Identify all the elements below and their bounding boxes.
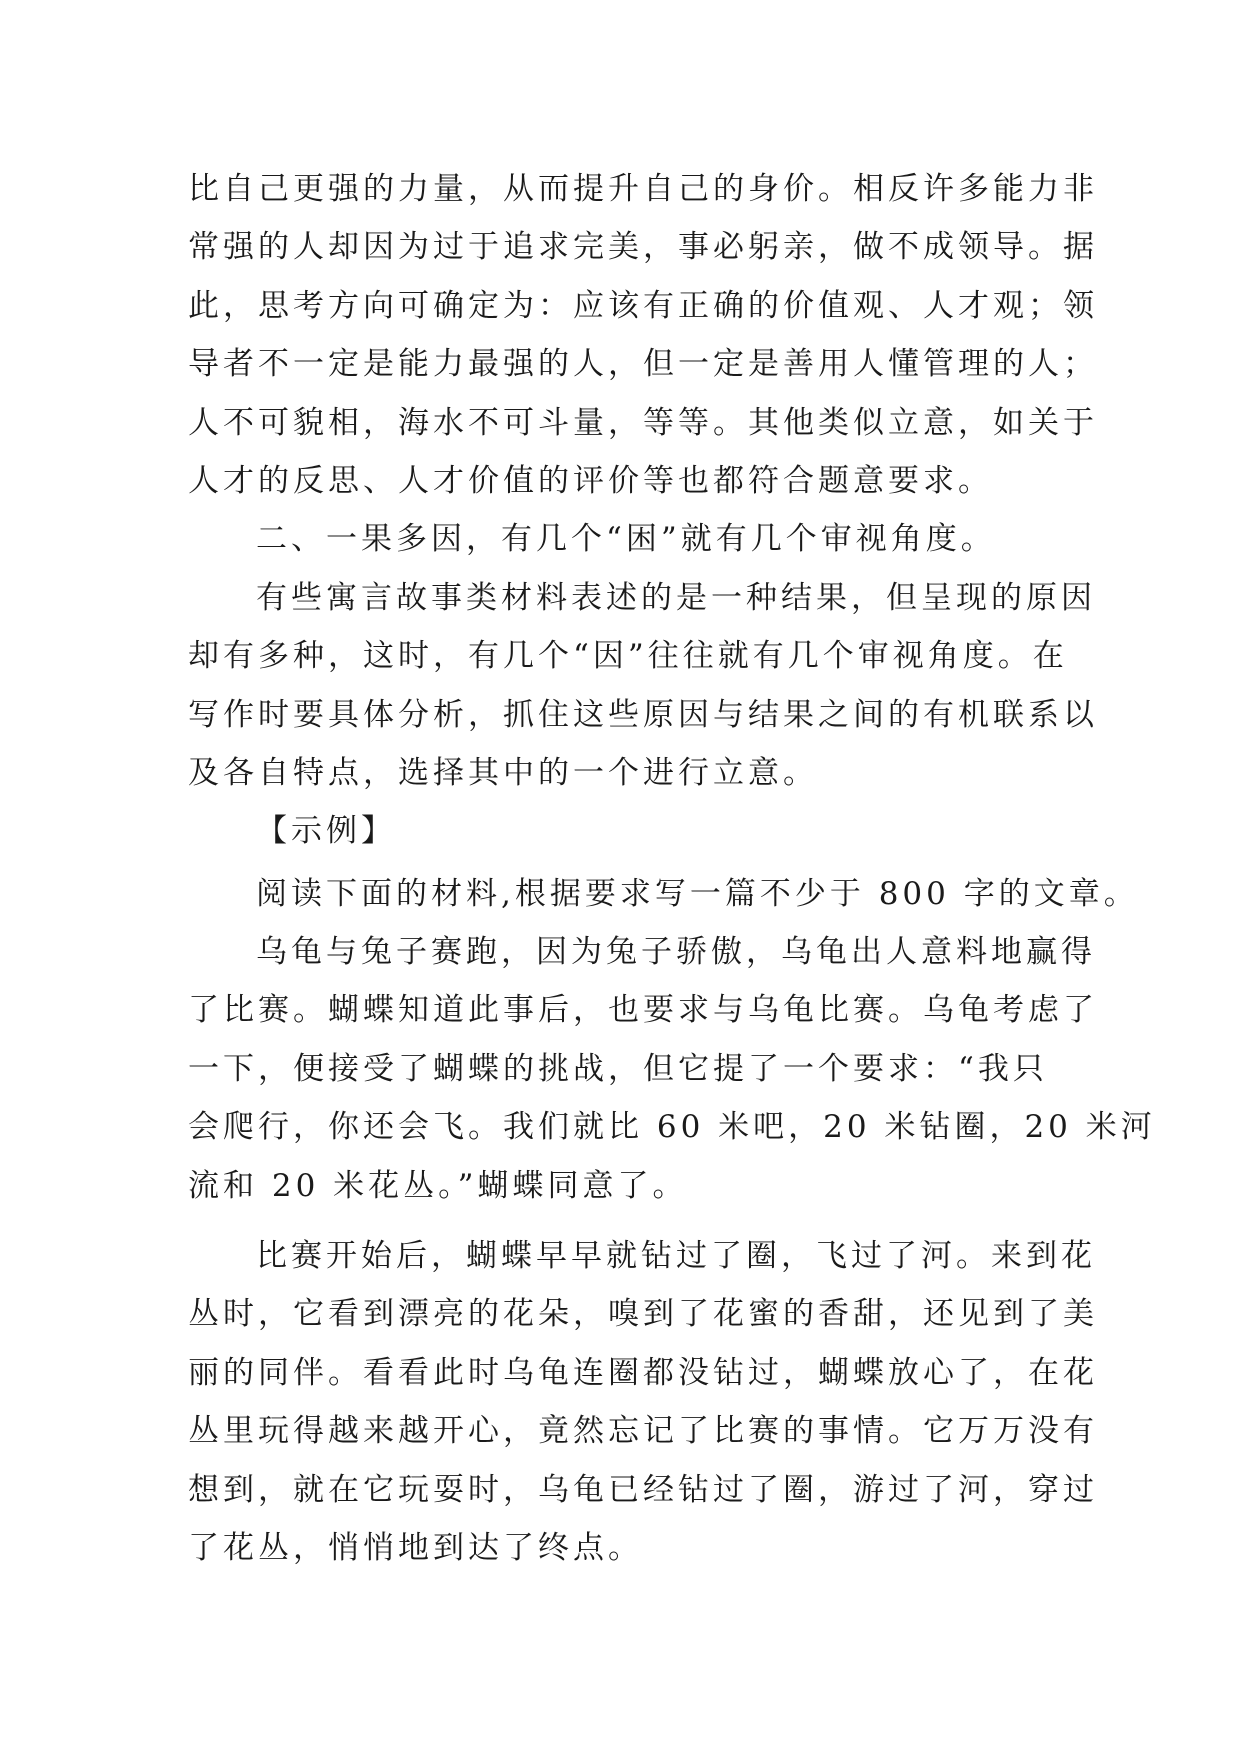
text-line: 阅读下面的材料,根据要求写一篇不少于 800 字的文章。 bbox=[256, 875, 1139, 912]
text-line: 常强的人却因为过于追求完美，事必躬亲，做不成领导。据 bbox=[188, 229, 1098, 266]
text-line: 了比赛。蝴蝶知道此事后，也要求与乌龟比赛。乌龟考虑了 bbox=[188, 992, 1098, 1029]
text-line: 却有多种，这时，有几个“因”往往就有几个审视角度。在 bbox=[188, 638, 1068, 675]
text-line: 及各自特点，选择其中的一个进行立意。 bbox=[188, 754, 818, 791]
text-line: 流和 20 米花丛。”蝴蝶同意了。 bbox=[188, 1167, 688, 1204]
text-line: 一下，便接受了蝴蝶的挑战，但它提了一个要求：“我只 bbox=[188, 1050, 1048, 1087]
text-line: 丛时，它看到漂亮的花朵，嗅到了花蜜的香甜，还见到了美 bbox=[188, 1296, 1098, 1333]
section-heading: 二、一果多因，有几个“困”就有几个审视角度。 bbox=[256, 521, 996, 558]
text-line: 导者不一定是能力最强的人，但一定是善用人懂管理的人； bbox=[188, 346, 1098, 383]
text-line: 比自己更强的力量，从而提升自己的身价。相反许多能力非 bbox=[188, 171, 1098, 207]
text-line: 了花丛，悄悄地到达了终点。 bbox=[188, 1529, 643, 1566]
text-line: 丽的同伴。看看此时乌龟连圈都没钻过，蝴蝶放心了，在花 bbox=[188, 1354, 1098, 1391]
text-line: 此，思考方向可确定为：应该有正确的价值观、人才观；领 bbox=[188, 287, 1098, 324]
text-line: 丛里玩得越来越开心，竟然忘记了比赛的事情。它万万没有 bbox=[188, 1413, 1098, 1450]
example-label: 【示例】 bbox=[256, 813, 396, 850]
text-line: 人才的反思、人才价值的评价等也都符合题意要求。 bbox=[188, 462, 993, 499]
text-line: 写作时要具体分析，抓住这些原因与结果之间的有机联系以 bbox=[188, 696, 1098, 733]
text-line: 比赛开始后，蝴蝶早早就钻过了圈，飞过了河。来到花 bbox=[256, 1238, 1096, 1275]
text-line: 乌龟与兔子赛跑，因为兔子骄傲，乌龟出人意料地赢得 bbox=[256, 934, 1096, 971]
text-line: 会爬行，你还会飞。我们就比 60 米吧，20 米钻圈，20 米河 bbox=[188, 1109, 1156, 1146]
text-line: 有些寓言故事类材料表述的是一种结果，但呈现的原因 bbox=[256, 579, 1096, 616]
text-line: 想到，就在它玩耍时，乌龟已经钻过了圈，游过了河，穿过 bbox=[188, 1471, 1098, 1508]
text-line: 人不可貌相，海水不可斗量，等等。其他类似立意，如关于 bbox=[188, 404, 1098, 441]
document-body bbox=[188, 160, 1156, 1577]
